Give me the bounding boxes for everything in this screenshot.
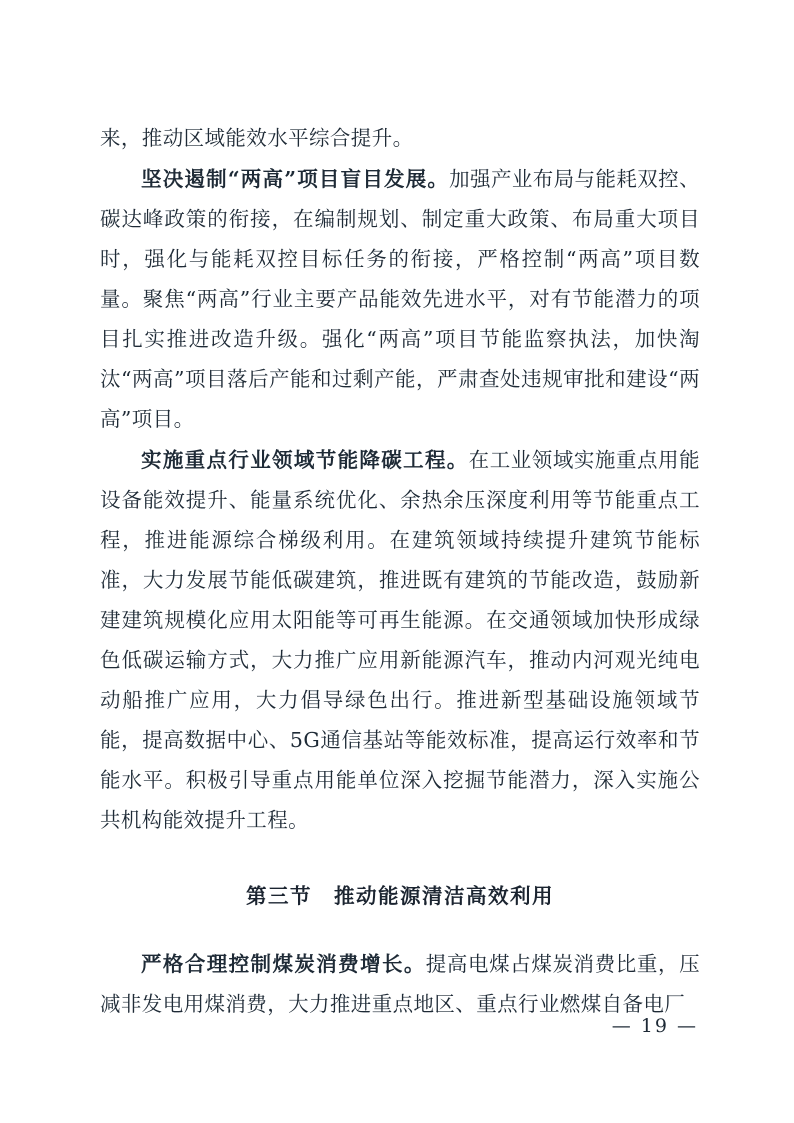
paragraph-key-industry-projects bbox=[100, 440, 700, 840]
paragraph-continuation bbox=[100, 118, 700, 158]
paragraph-lead: 实施重点行业领域节能降碳工程。 bbox=[141, 448, 469, 472]
paragraph-text: 加强产业布局与能耗双控、碳达峰政策的衔接，在编制规划、制定重大政策、布局重大项目时，强化与能耗双控目标任务的衔接，严格控制“两高”项目数量。聚焦“两高”行业主要产品能效先进水平，对有节能潜力的项目扎实推进改造升级。强化“两高”项目节能监察执法，加快淘汰“两高”项目落后产能和过剩产能，严肃查处违规审批和建设“两高”项目。 bbox=[100, 167, 700, 431]
document-body bbox=[100, 118, 700, 1024]
paragraph-lead: 坚决遏制“两高”项目盲目发展。 bbox=[141, 167, 450, 191]
paragraph-text: 提高电煤占煤炭消费比重，压减非发电用煤消费，大力推进重点地区、重点行业燃煤自备电厂 bbox=[100, 952, 700, 1016]
section-number: 第三节 bbox=[246, 884, 312, 908]
paragraph-text: 来，推动区域能效水平综合提升。 bbox=[100, 126, 414, 150]
section-heading bbox=[100, 876, 700, 916]
section-title: 推动能源清洁高效利用 bbox=[334, 884, 554, 908]
paragraph-lead: 严格合理控制煤炭消费增长。 bbox=[141, 952, 426, 976]
paragraph-text: 在工业领域实施重点用能设备能效提升、能量系统优化、余热余压深度利用等节能重点工程，推进能源综合梯级利用。在建筑领域持续提升建筑节能标准，大力发展节能低碳建筑，推进既有建筑的节能改造，鼓励新建建筑规模化应用太阳能等可再生能源。在交通领域加快形成绿色低碳运输方式，大力推广应用新能源汽车，推动内河观光纯电动船推广应用，大力倡导绿色出行。推进新型基础设施领域节能，提高数据中心、5G通信基站等能效标准，提高运行效率和节能水平。积极引导重点用能单位深入挖掘节能潜力，深入实施公共机构能效提升工程。 bbox=[100, 448, 700, 832]
paragraph-two-high-projects bbox=[100, 159, 700, 439]
page-number: — 19 — bbox=[611, 1015, 698, 1037]
paragraph-coal-consumption bbox=[100, 944, 700, 1024]
